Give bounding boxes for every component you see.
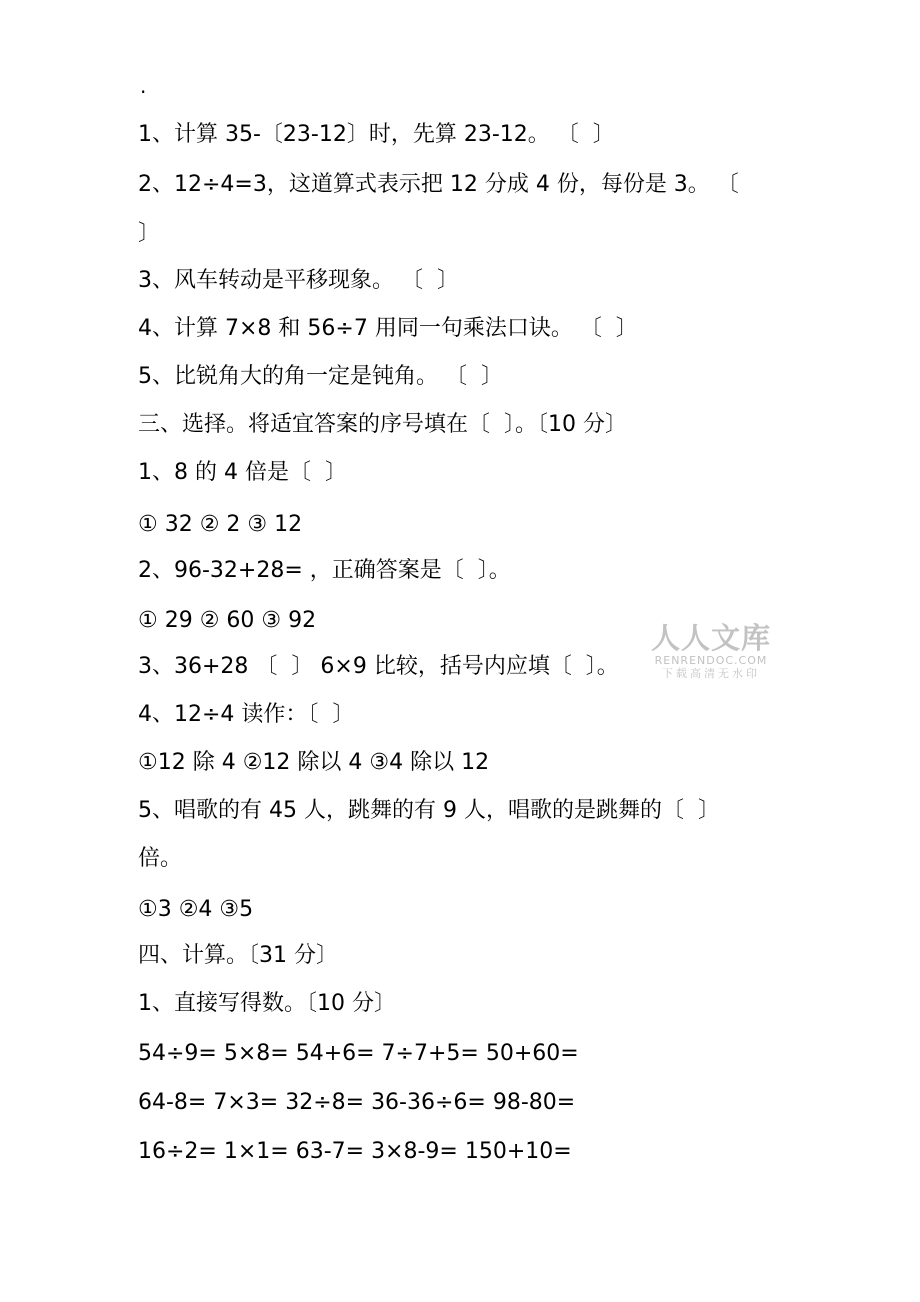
question-line-judge-4: 4、计算 7×8 和 56÷7 用同一句乘法口诀。 〔 〕 [138,316,638,341]
section-heading-choice: 三、选择。将适宜答案的序号填在〔 〕。〔10 分〕 [138,412,627,437]
watermark [647,622,775,680]
calc-row-2: 64-8= 7×3= 32÷8= 36-36÷6= 98-80= [138,1090,576,1115]
watermark-slogan: 下载高清无水印 [662,667,760,680]
question-line-choice-3: 3、36+28 〔 〕 6×9 比较，括号内应填〔 〕。 [138,654,619,679]
question-line-judge-3: 3、风车转动是平移现象。 〔 〕 [138,268,459,293]
page-dot: . [140,74,147,98]
question-line-judge-2: 2、12÷4=3，这道算式表示把 12 分成 4 份，每份是 3。 〔 [138,172,739,197]
options-choice-2: ① 29 ② 60 ③ 92 [138,608,317,633]
calc-row-1: 54÷9= 5×8= 54+6= 7÷7+5= 50+60= [138,1041,579,1066]
options-choice-4: ①12 除 4 ②12 除以 4 ③4 除以 12 [138,750,490,775]
watermark-url: RENRENDOC.COM [654,654,768,667]
options-choice-5: ①3 ②4 ③5 [138,897,254,922]
question-line-choice-4: 4、12÷4 读作：〔 〕 [138,702,355,727]
question-line-choice-1: 1、8 的 4 倍是〔 〕 [138,460,347,485]
question-line-judge-1: 1、计算 35-〔23-12〕时，先算 23-12。 〔 〕 [138,122,615,147]
options-choice-1: ① 32 ② 2 ③ 12 [138,512,303,537]
question-line-judge-2-bracket: 〕 [138,221,161,246]
question-line-choice-5: 5、唱歌的有 45 人，跳舞的有 9 人，唱歌的是跳舞的〔 〕 [138,798,720,823]
section-heading-calc: 四、计算。〔31 分〕 [138,943,338,968]
question-line-calc-1: 1、直接写得数。〔10 分〕 [138,991,396,1016]
question-line-choice-2: 2、96-32+28= ，正确答案是〔 〕。 [138,558,511,583]
question-line-choice-5-cont: 倍。 [138,846,183,871]
question-line-judge-5: 5、比锐角大的角一定是钝角。 〔 〕 [138,364,503,389]
calc-row-3: 16÷2= 1×1= 63-7= 3×8-9= 150+10= [138,1139,572,1164]
watermark-title: 人人文库 [650,621,771,655]
